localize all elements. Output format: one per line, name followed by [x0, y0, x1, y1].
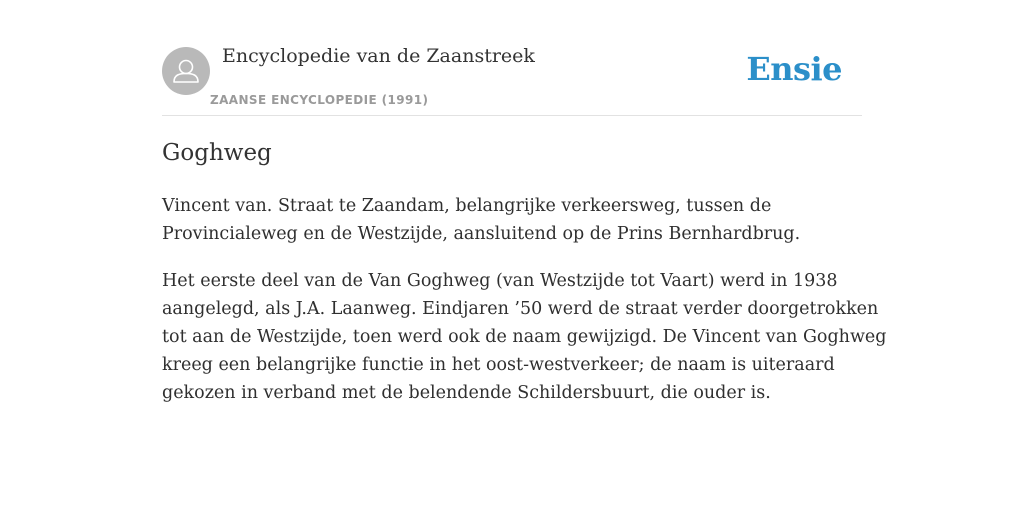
paragraph-line: Het eerste deel van de Van Goghweg (van Westzijde tot Vaart) werd in 1938	[162, 271, 838, 291]
entry-paragraph	[162, 192, 862, 248]
paragraph-line: Vincent van. Straat te Zaandam, belangrijke verkeersweg, tussen de	[162, 196, 772, 216]
paragraph-line: gekozen in verband met de belendende Schildersbuurt, die ouder is.	[162, 383, 771, 403]
user-icon	[162, 47, 210, 95]
paragraph-line: tot aan de Westzijde, toen werd ook de naam gewijzigd. De Vincent van Goghweg	[162, 327, 887, 347]
entry-title: Goghweg	[162, 140, 272, 166]
avatar[interactable]	[162, 47, 210, 95]
source-subtitle: ZAANSE ENCYCLOPEDIE (1991)	[210, 93, 429, 107]
source-title[interactable]: Encyclopedie van de Zaanstreek	[222, 45, 535, 67]
paragraph-line: aangelegd, als J.A. Laanweg. Eindjaren ’50 werd de straat verder doorgetrokken	[162, 299, 879, 319]
entry-paragraph	[162, 267, 887, 407]
article-page	[162, 0, 887, 512]
paragraph-line: Provincialeweg en de Westzijde, aansluitend op de Prins Bernhardbrug.	[162, 224, 801, 244]
source-header	[162, 0, 862, 116]
brand-logo[interactable]: Ensie	[746, 50, 842, 88]
paragraph-line: kreeg een belangrijke functie in het oost-westverkeer; de naam is uiteraard	[162, 355, 835, 375]
